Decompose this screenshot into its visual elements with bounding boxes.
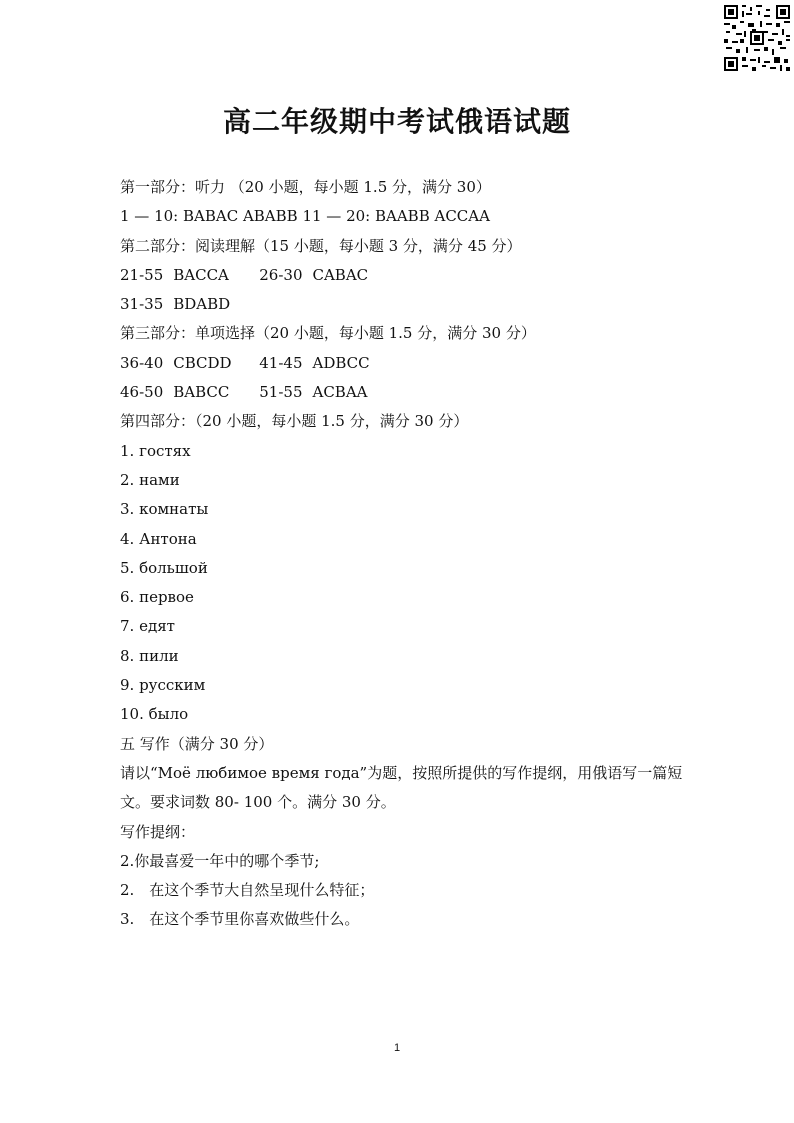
listening-answers: 1 — 10: BABAC ABABB 11 — 20: BAABB ACCAA — [120, 207, 490, 226]
list-item: 1. гостях — [120, 441, 191, 460]
answer-key: CABAC — [312, 265, 369, 284]
range-label: 36-40 — [120, 353, 164, 372]
outline-point: 2.你最喜爱一年中的哪个季节; — [120, 851, 320, 870]
reading-heading: 第二部分：阅读理解（15 小题，每小题 3 分，满分 45 分） — [120, 236, 522, 255]
page-title: 高二年级期中考试俄语试题 — [222, 105, 571, 138]
list-item: 2. нами — [120, 470, 180, 489]
range-label: 21-55 — [120, 265, 164, 284]
qr-code-icon — [724, 5, 790, 71]
list-item: 8. пили — [120, 646, 179, 665]
list-item: 4. Антона — [120, 529, 197, 548]
list-item: 6. первое — [120, 588, 194, 607]
answer-key: ACBAA — [312, 383, 368, 402]
list-item: 9. русским — [120, 676, 206, 695]
document-body — [120, 173, 690, 935]
range-label: 31-35 — [120, 295, 164, 314]
listening-heading: 第一部分：听力 （20 小题，每小题 1.5 分，满分 30） — [120, 178, 491, 196]
answer-key: BDABD — [173, 295, 231, 314]
answer-key: ADBCC — [312, 353, 370, 372]
range-label: 41-45 — [259, 353, 303, 372]
answer-key: CBCDD — [173, 353, 232, 372]
list-item: 3. комнаты — [120, 500, 209, 519]
writing-prompt: 请以“Моё любимое время года”为题，按照所提供的写作提纲，用俄语写一篇短文。要求词数 80- 100 个。满分 30 分。 — [120, 763, 683, 812]
range-label: 51-55 — [259, 383, 303, 402]
answer-key: BACCA — [173, 265, 229, 284]
outline-label: 写作提纲： — [120, 822, 196, 841]
list-item: 10. было — [120, 705, 189, 724]
choice-answers-row — [120, 378, 690, 407]
reading-answers-row — [120, 261, 690, 290]
list-item: 5. большой — [120, 558, 208, 577]
choice-answers-row — [120, 349, 690, 378]
outline-point: 2. 在这个季节大自然呈现什么特征； — [120, 881, 375, 900]
outline-point: 3. 在这个季节里你喜欢做些什么。 — [120, 910, 360, 929]
list-item: 7. едят — [120, 617, 175, 636]
reading-answers-row — [120, 290, 690, 319]
range-label: 26-30 — [259, 265, 303, 284]
writing-heading: 五 写作（满分 30 分） — [120, 734, 274, 753]
fill-heading: 第四部分：（20 小题，每小题 1.5 分，满分 30 分） — [120, 412, 469, 431]
range-label: 46-50 — [120, 383, 164, 402]
choice-heading: 第三部分：单项选择（20 小题，每小题 1.5 分，满分 30 分） — [120, 324, 536, 343]
page-number: 1 — [393, 1042, 401, 1054]
answer-key: BABCC — [173, 383, 230, 402]
